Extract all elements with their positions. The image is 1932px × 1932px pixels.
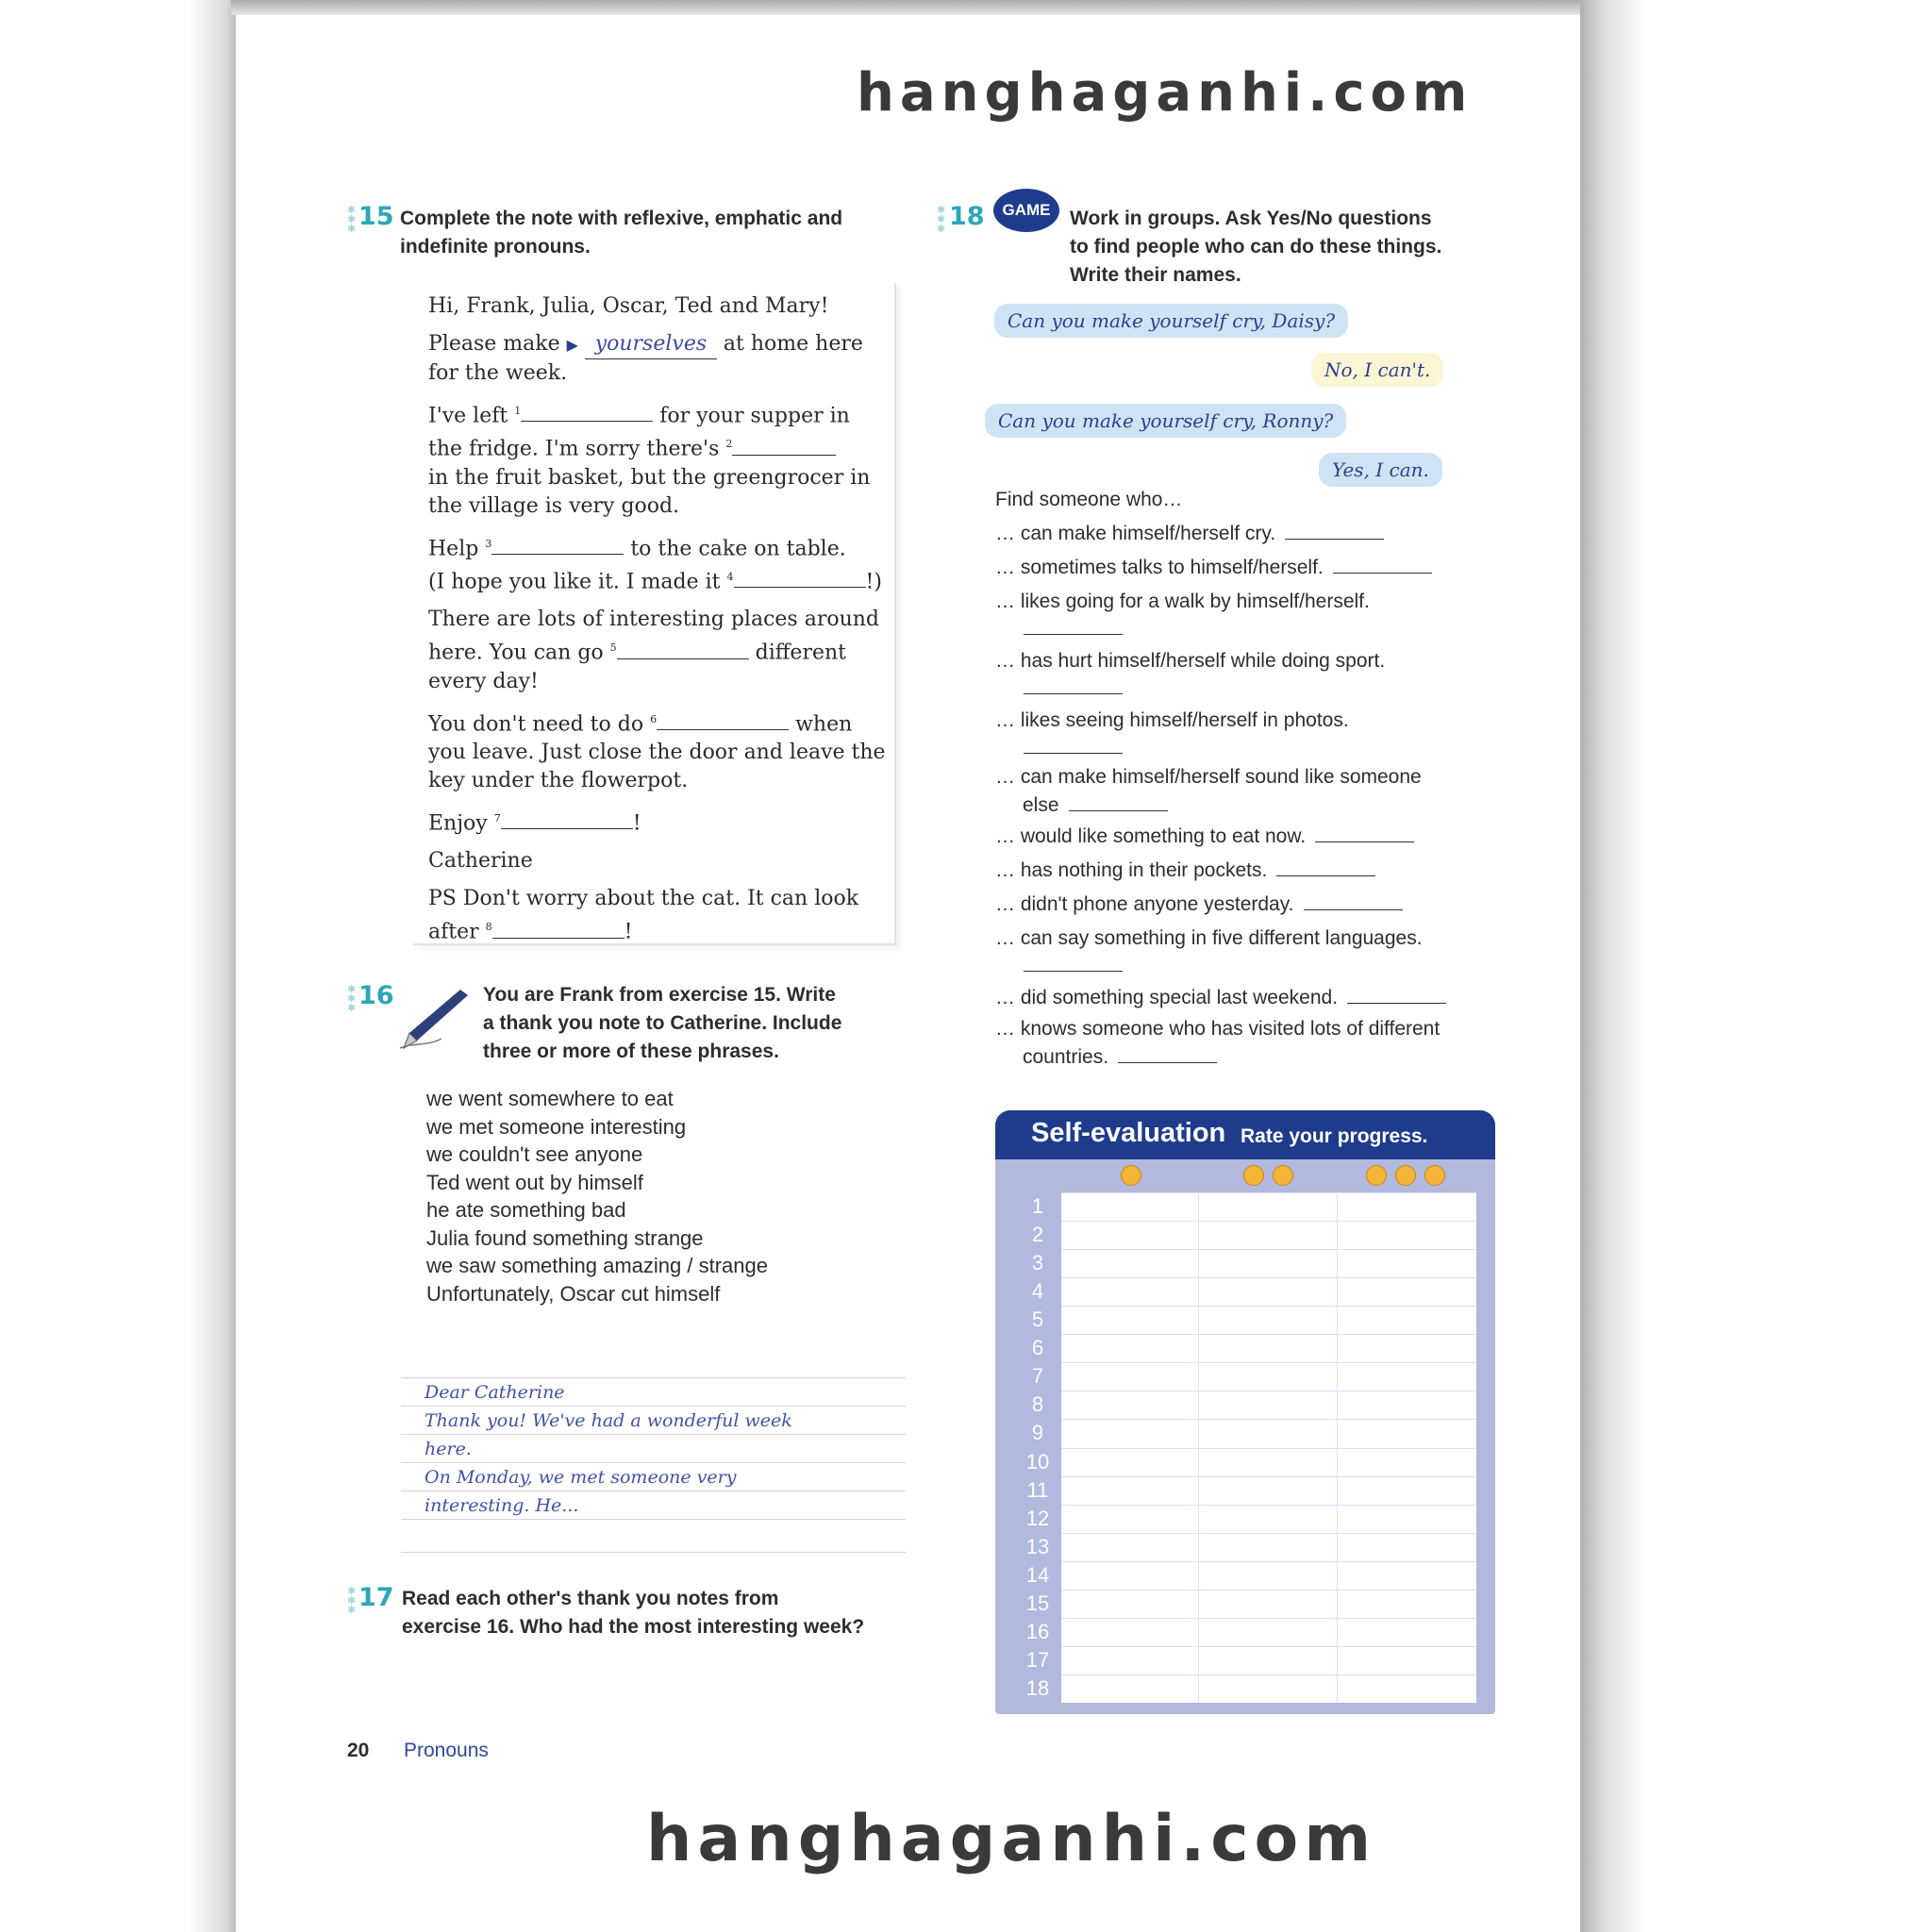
name-blank[interactable] xyxy=(1118,1047,1217,1063)
rating-row-line xyxy=(1061,1221,1476,1222)
name-blank[interactable] xyxy=(1024,678,1123,694)
rating-row-line xyxy=(1061,1505,1476,1506)
exercise-15-number: 15 xyxy=(358,202,394,231)
list-item: … likes seeing himself/herself in photos. xyxy=(995,704,1524,754)
rating-row-line xyxy=(1061,1249,1476,1250)
phrase-item: Ted went out by himself xyxy=(426,1170,643,1194)
row-number: 17 xyxy=(1025,1647,1050,1672)
list-item: … didn't phone anyone yesterday. xyxy=(995,888,1524,922)
name-blank[interactable] xyxy=(1276,860,1375,876)
self-evaluation-header xyxy=(995,1110,1495,1159)
gap-4[interactable] xyxy=(734,570,866,588)
pen-icon xyxy=(394,986,470,1052)
row-number: 4 xyxy=(1031,1279,1044,1304)
list-item: … has hurt himself/herself while doing sport. xyxy=(995,644,1524,694)
row-number: 13 xyxy=(1025,1534,1050,1558)
note-paragraph-5: You don't need to do $^6$ when you leave. Just close the door and leave the key under the flowerpot. xyxy=(428,711,886,792)
page-shadow-left xyxy=(0,0,236,1932)
note-card xyxy=(413,283,896,945)
sample-letter xyxy=(401,1368,906,1553)
row-number: 2 xyxy=(1031,1223,1044,1247)
phrase-item: Julia found something strange xyxy=(426,1225,704,1250)
letter-line: Thank you! We've had a wonderful week xyxy=(401,1407,906,1435)
list-item: … would like something to eat now. xyxy=(995,820,1524,854)
phrase-item: Unfortunately, Oscar cut himself xyxy=(426,1281,721,1306)
smiley-icon xyxy=(1424,1165,1445,1186)
note-paragraph-3: Help $^3$ to the cake on table. (I hope you like it. I made it $^4$ !) xyxy=(428,536,882,594)
gap-3[interactable] xyxy=(491,537,624,555)
row-number: 1 xyxy=(1031,1194,1044,1218)
name-blank[interactable] xyxy=(1304,894,1403,910)
smiley-icon xyxy=(1273,1165,1293,1186)
name-blank[interactable] xyxy=(1347,988,1446,1004)
row-number: 9 xyxy=(1031,1421,1044,1445)
rating-row-line xyxy=(1061,1618,1476,1619)
list-item: … sometimes talks to himself/herself. xyxy=(995,551,1524,585)
rating-row-line xyxy=(1061,1306,1476,1307)
phrase-item: we couldn't see anyone xyxy=(426,1142,643,1166)
list-item: … did something special last weekend. xyxy=(995,981,1524,1015)
rating-row-line xyxy=(1061,1476,1476,1477)
rating-row-line xyxy=(1061,1277,1476,1278)
self-evaluation-box xyxy=(995,1110,1495,1714)
row-number: 8 xyxy=(1031,1392,1044,1417)
name-blank[interactable] xyxy=(1024,619,1123,635)
self-evaluation-title: Self-evaluation xyxy=(1031,1118,1226,1148)
row-number: 5 xyxy=(1031,1307,1044,1332)
page-number: 20 xyxy=(347,1740,370,1761)
rating-row-line xyxy=(1061,1561,1476,1562)
note-signature: Catherine xyxy=(428,849,533,874)
letter-line: Dear Catherine xyxy=(401,1378,906,1407)
rating-row-line xyxy=(1061,1533,1476,1534)
row-number: 12 xyxy=(1025,1506,1050,1530)
name-blank[interactable] xyxy=(1024,738,1123,754)
rating-grid[interactable] xyxy=(1061,1192,1476,1703)
gap-5[interactable] xyxy=(617,641,749,659)
section-name: Pronouns xyxy=(404,1740,489,1761)
name-blank[interactable] xyxy=(1315,826,1414,842)
note-postscript: PS Don't worry about the cat. It can look after $^8$ ! xyxy=(428,887,859,944)
list-item: … can make himself/herself sound like someone else xyxy=(995,766,1422,816)
game-badge: GAME xyxy=(993,189,1059,232)
watermark-top: hanghaganhi.com xyxy=(857,62,1474,124)
speech-bubble-question: Can you make yourself cry, Daisy? xyxy=(994,304,1348,338)
letter-line: On Monday, we met someone very xyxy=(401,1463,906,1491)
exercise-18-number: 18 xyxy=(949,202,985,231)
watermark-bottom: hanghaganhi.com xyxy=(646,1802,1377,1876)
row-number: 10 xyxy=(1025,1449,1050,1474)
stars-icon: ✱ ✱ ✱ xyxy=(347,984,357,1014)
rating-row-line xyxy=(1061,1674,1476,1675)
page-shadow-right xyxy=(1580,0,1932,1932)
smiley-icon xyxy=(1243,1165,1264,1186)
list-item: … can say something in five different languages. xyxy=(995,922,1524,972)
find-intro: Find someone who… xyxy=(995,489,1183,510)
speech-bubble-question: Can you make yourself cry, Ronny? xyxy=(985,404,1346,438)
row-number: 7 xyxy=(1031,1364,1044,1389)
rating-row-line xyxy=(1061,1448,1476,1449)
rating-row-line xyxy=(1061,1646,1476,1647)
exercise-18-instruction: Work in groups. Ask Yes/No questions to find people who can do these things. Write their names. xyxy=(1070,208,1442,286)
phrase-item: we met someone interesting xyxy=(426,1114,687,1139)
gap-2[interactable] xyxy=(732,438,836,456)
exercise-17-number: 17 xyxy=(358,1583,394,1612)
rating-row-line xyxy=(1061,1192,1476,1193)
find-someone-list xyxy=(995,483,1524,1072)
smiley-icon xyxy=(1366,1165,1387,1186)
phrase-item: we went somewhere to eat xyxy=(426,1087,674,1110)
exercise-16-number: 16 xyxy=(358,981,394,1010)
rating-row-line xyxy=(1061,1590,1476,1591)
smiley-icon xyxy=(1121,1165,1141,1186)
list-item: … can make himself/herself cry. xyxy=(995,517,1524,551)
row-number: 18 xyxy=(1025,1675,1050,1700)
row-number: 6 xyxy=(1031,1336,1044,1360)
example-answer: yourselves xyxy=(585,330,717,359)
row-number: 14 xyxy=(1025,1562,1050,1587)
note-paragraph-2: I've left $^1$ for your supper in the fridge. I'm sorry there's $^2$ in the fruit basket, but the greengrocer in the village is very good. xyxy=(428,404,871,518)
rating-row-line xyxy=(1061,1362,1476,1363)
name-blank[interactable] xyxy=(1285,524,1384,540)
rating-row-line xyxy=(1061,1419,1476,1420)
name-blank[interactable] xyxy=(1024,956,1123,972)
name-blank[interactable] xyxy=(1333,558,1432,574)
note-paragraph-4: There are lots of interesting places around here. You can go $^5$ different every day! xyxy=(428,608,879,693)
row-number: 15 xyxy=(1025,1591,1050,1615)
gap-1[interactable] xyxy=(521,404,653,422)
row-number: 16 xyxy=(1025,1619,1050,1643)
self-evaluation-subtitle: Rate your progress. xyxy=(1241,1125,1428,1147)
stars-icon: ✱ ✱ ✱ xyxy=(347,205,357,235)
phrase-item: we saw something amazing / strange xyxy=(426,1254,768,1277)
note-paragraph-1: Please make ▶ yourselves at home here for the week. xyxy=(428,332,863,385)
exercise-17-instruction: Read each other's thank you notes from exercise 16. Who had the most interesting week? xyxy=(402,1588,865,1638)
name-blank[interactable] xyxy=(1069,795,1168,811)
exercise-15-instruction: Complete the note with reflexive, emphatic and indefinite pronouns. xyxy=(400,208,843,258)
exercise-16-instruction: You are Frank from exercise 15. Write a thank you note to Catherine. Include three or more of these phrases. xyxy=(483,984,842,1062)
phrase-list xyxy=(426,1085,768,1307)
note-paragraph-6: Enjoy $^7$ ! xyxy=(428,811,641,836)
phrase-item: he ate something bad xyxy=(426,1198,626,1222)
list-item: … likes going for a walk by himself/herself. xyxy=(995,585,1524,635)
row-number: 11 xyxy=(1026,1477,1049,1502)
page-shadow-top xyxy=(231,0,1590,15)
gap-8[interactable] xyxy=(492,921,625,939)
rating-row-line xyxy=(1061,1334,1476,1335)
list-item: … has nothing in their pockets. xyxy=(995,854,1524,888)
note-greeting: Hi, Frank, Julia, Oscar, Ted and Mary! xyxy=(428,294,829,318)
gap-6[interactable] xyxy=(657,712,789,730)
stars-icon: ✱ ✱ ✱ xyxy=(937,205,946,235)
row-number: 3 xyxy=(1031,1251,1044,1275)
play-arrow-icon: ▶ xyxy=(566,336,578,354)
smiley-icon xyxy=(1395,1165,1416,1186)
speech-bubble-answer: No, I can't. xyxy=(1311,353,1443,387)
stars-icon: ✱ ✱ ✱ xyxy=(347,1586,357,1616)
letter-line: interesting. He... xyxy=(401,1491,906,1520)
gap-7[interactable] xyxy=(501,811,633,829)
letter-line: here. xyxy=(401,1435,906,1463)
list-item: … knows someone who has visited lots of different countries. xyxy=(995,1018,1441,1068)
speech-bubble-answer: Yes, I can. xyxy=(1319,453,1442,487)
